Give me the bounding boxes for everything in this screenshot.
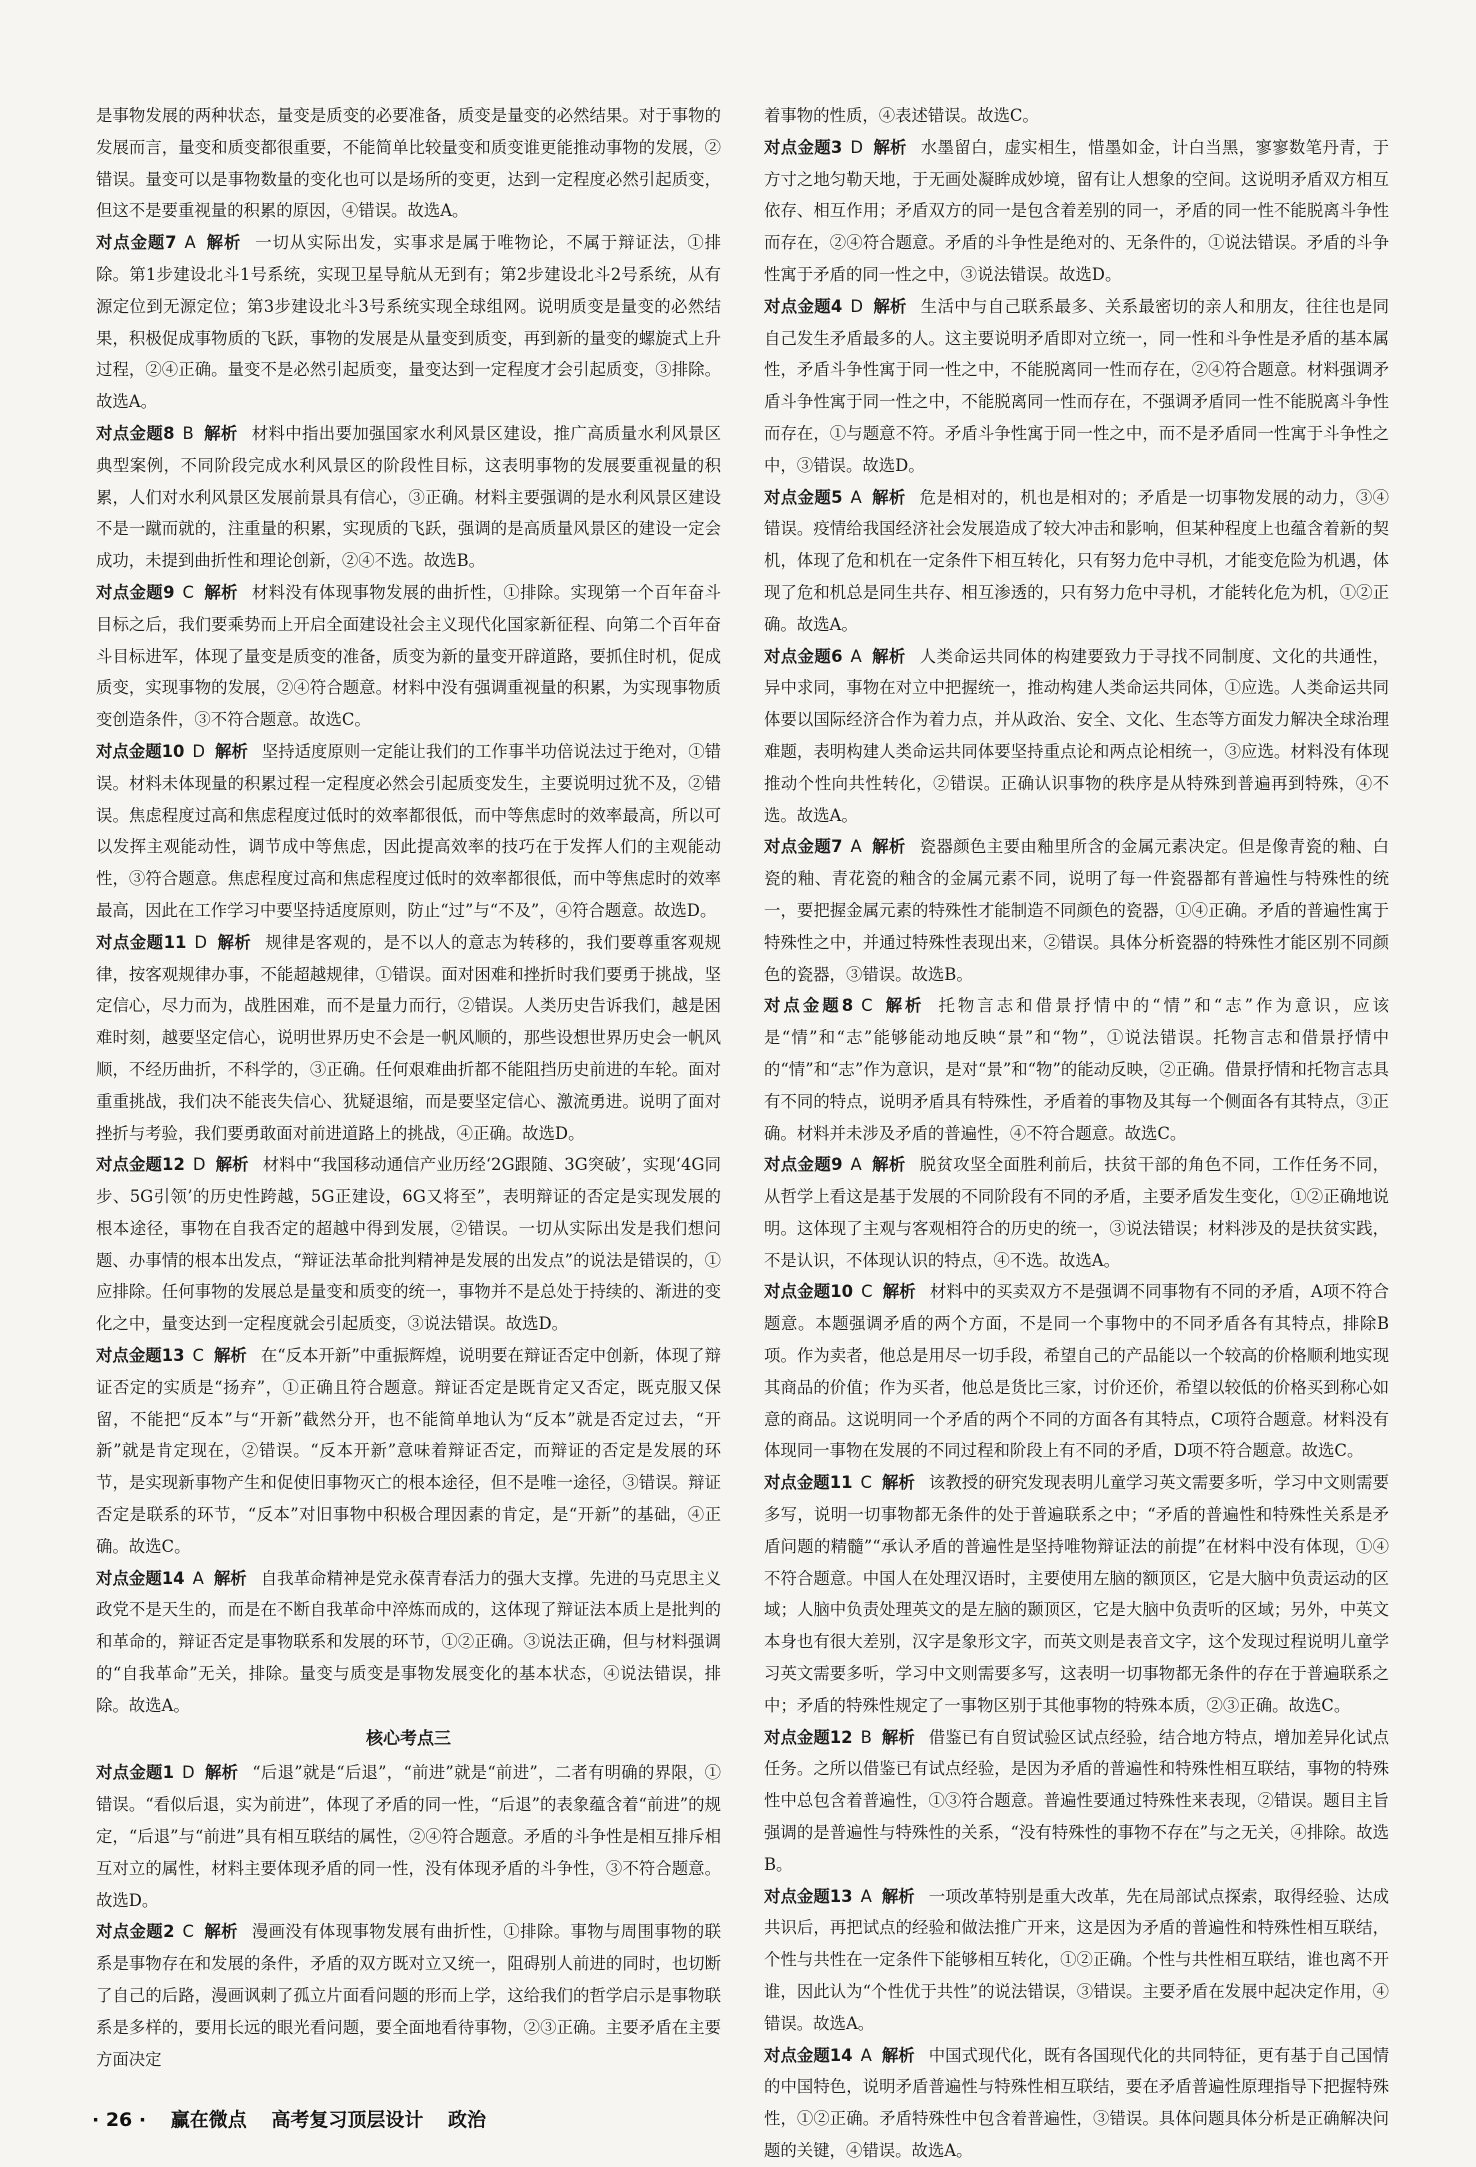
question-label: 对点金题6	[764, 646, 843, 666]
answer-letter: B	[860, 1727, 872, 1747]
answer-letter: D	[194, 932, 208, 952]
answer-letter: C	[182, 1922, 194, 1942]
question-label: 对点金题12	[764, 1727, 853, 1747]
question-label: 对点金题1	[96, 1763, 175, 1783]
question-answer	[96, 1340, 721, 1563]
analysis-text: 托物言志和借景抒情中的“情”和“志”作为意识，应该是“情”和“志”能够能动地反映“景”和“物”，①说法错误。托物言志和借景抒情中的“情”和“志”作为意识，是对“景”和“物”的能动反映，②正确。借景抒情和托物言志具有不同的特点，说明矛盾具有特殊性，矛盾着的事物及其每一个侧面各有其特点，③正确。材料并未涉及矛盾的普遍性，④不符合题意。故选C。	[764, 996, 1389, 1143]
analysis-label: 解析	[871, 837, 906, 857]
question-label: 对点金题3	[764, 137, 843, 157]
answer-letter: A	[192, 1568, 204, 1588]
analysis-text: 中国式现代化，既有各国现代化的共同特征，更有基于自己国情的中国特色，说明矛盾普遍性与特殊性相互联结，要在矛盾普遍性原理指导下把握特殊性，①②正确。矛盾特殊性中包含着普遍性，③错误。具体问题具体分析是正确解决问题的关键，④错误。故选A。	[764, 2045, 1390, 2160]
analysis-text: 材料中“我国移动通信产业历经‘2G跟随、3G突破’，实现‘4G同步、5G引领’的历史性跨越，5G正建设，6G又将至”，表明辩证的否定是实现发展的根本途径，事物在自我否定的超越中得到发展，②错误。一切从实际出发是我们想问题、办事情的根本出发点，“辩证法革命批判精神是发展的出发点”的说法是错误的，①应排除。任何事物的发展总是量变和质变的统一，事物并不是总处于持续的、渐进的变化之中，量变达到一定程度就会引起质变，③说法错误。故选D。	[96, 1155, 722, 1334]
question-answer	[764, 132, 1389, 291]
question-label: 对点金题11	[764, 1473, 853, 1493]
analysis-label: 解析	[213, 1346, 247, 1366]
intro-paragraph	[764, 100, 1389, 132]
analysis-label: 解析	[203, 582, 238, 602]
analysis-text: 自我革命精神是党永葆青春活力的强大支撑。先进的马克思主义政党不是天生的，而是在不断自我革命中淬炼而成的，这体现了辩证法本质上是批判的和革命的，辩证否定是事物联系和发展的环节，①②正确。③说法正确，但与材料强调的“自我革命”无关，排除。量变与质变是事物发展变化的基本状态，④说法错误，排除。故选A。	[96, 1568, 722, 1715]
answer-letter: A	[850, 1155, 862, 1175]
analysis-label: 解析	[872, 137, 907, 157]
analysis-text: 危是相对的，机也是相对的；矛盾是一切事物发展的动力，③④错误。疫情给我国经济社会发展造成了较大冲击和影响，但某种程度上也蕴含着新的契机，体现了危和机在一定条件下相互转化，只有努力危中寻机，才能变危险为机遇，体现了危和机总是同生共存、相互渗透的，只有努力危中寻机，才能转化危为机，①②正确。故选A。	[764, 487, 1390, 634]
analysis-label: 解析	[204, 1763, 239, 1783]
answer-letter: A	[860, 2045, 872, 2065]
answer-letter: D	[192, 1155, 206, 1175]
analysis-text: 材料中的买卖双方不是强调不同事物有不同的矛盾，A项不符合题意。本题强调矛盾的两个方面，不是同一个事物中的不同矛盾各有其特点，排除B项。作为卖者，他总是用尽一切手段，希望自己的产品能以一个较高的价格顺利地实现其商品的价值；作为买者，他总是货比三家，讨价还价，希望以较低的价格买到称心如意的商品。这说明同一个矛盾的两个不同的方面各有其特点，C项符合题意。材料没有体现同一事物在发展的不同过程和阶段上有不同的矛盾，D项不符合题意。故选C。	[764, 1282, 1389, 1461]
analysis-label: 解析	[872, 296, 907, 316]
question-answer	[764, 1276, 1389, 1467]
question-answer	[764, 1149, 1389, 1276]
answer-letter: C	[861, 996, 873, 1016]
question-answer	[96, 227, 721, 418]
analysis-text: “后退”就是“后退”，“前进”就是“前进”，二者有明确的界限，①错误。“看似后退，实为前进”，体现了矛盾的同一性，“后退”的表象蕴含着“前进”的规定，“后退”与“前进”具有相互联结的属性，②④符合题意。矛盾的斗争性是相互排斥相互对立的属性，材料主要体现矛盾的同一性，没有体现矛盾的斗争性，③不符合题意。故选D。	[96, 1763, 721, 1910]
analysis-label: 解析	[213, 1568, 247, 1588]
question-label: 对点金题11	[96, 932, 187, 952]
question-answer	[96, 1757, 721, 1916]
analysis-text: 材料没有体现事物发展的曲折性，①排除。实现第一个百年奋斗目标之后，我们要乘势而上开启全面建设社会主义现代化国家新征程、向第二个百年奋斗目标进军，体现了量变是质变的准备，质变为新的量变开辟道路，要抓住时机，促成质变，实现事物的发展，②④符合题意。材料中没有强调重视量的积累，为实现事物质变创造条件，③不符合题意。故选C。	[96, 582, 722, 730]
question-answer	[96, 1149, 721, 1340]
question-answer	[96, 927, 721, 1150]
answer-letter: A	[850, 487, 862, 507]
answer-letter: C	[192, 1346, 204, 1366]
question-label: 对点金题14	[96, 1568, 185, 1588]
question-label: 对点金题8	[96, 423, 175, 443]
brand-name: 赢在微点	[170, 2109, 247, 2131]
answer-letter: C	[861, 1282, 873, 1302]
question-answer	[96, 1563, 721, 1722]
analysis-label: 解析	[871, 646, 906, 666]
analysis-text: 坚持适度原则一定能让我们的工作事半功倍说法过于绝对，①错误。材料未体现量的积累过程一定程度必然会引起质变发生，主要说明过犹不及，②错误。焦虑程度过高和焦虑程度过低时的效率都很低，而中等焦虑时的效率最高，所以可以发挥主观能动性，调节成中等焦虑，因此提高效率的技巧在于发挥人们的主观能动性，③符合题意。焦虑程度过高和焦虑程度过低时的效率都很低，而中等焦虑时的效率最高，因此在工作学习中要坚持适度原则，防止“过”与“不及”，④符合题意。故选D。	[96, 741, 722, 920]
analysis-text: 该教授的研究发现表明儿童学习英文需要多听，学习中文则需要多写，说明一切事物都无条件的处于普遍联系之中；“矛盾的普遍性和特殊性关系是矛盾问题的精髓”“承认矛盾的普遍性是坚持唯物辩证法的前提”在材料中没有体现，①④不符合题意。中国人在处理汉语时，主要使用左脑的额顶区，它是大脑中负责运动的区域；人脑中负责处理英文的是左脑的颞顶区，它是大脑中负责听的区域；另外，中英文本身也有很大差别，汉字是象形文字，而英文则是表音文字，这个发现过程说明儿童学习英文需要多听，学习中文则需要多写，这表明一切事物都无条件的存在于普遍联系之中；矛盾的特殊性规定了一事物区别于其他事物的特殊本质，②③正确。故选C。	[764, 1473, 1390, 1715]
analysis-label: 解析	[215, 1155, 249, 1175]
answer-letter: C	[860, 1473, 872, 1493]
question-answer	[96, 736, 721, 927]
question-label: 对点金题14	[764, 2045, 853, 2065]
question-label: 对点金题12	[96, 1155, 185, 1175]
analysis-label: 解析	[871, 1155, 906, 1175]
question-label: 对点金题8	[764, 996, 854, 1016]
analysis-label: 解析	[882, 996, 925, 1016]
section-title: 核心考点三	[366, 1728, 451, 1749]
question-answer	[764, 831, 1389, 990]
intro-text: 是事物发展的两种状态，量变是质变的必要准备，质变是量变的必然结果。对于事物的发展而言，量变和质变都很重要，不能简单比较量变和质变谁更能推动事物的发展，②错误。量变可以是事物数量的变化也可以是场所的变更，达到一定程度必然引起质变，但这不是要重视量的积累的原因，④错误。故选A。	[96, 106, 721, 221]
analysis-label: 解析	[217, 932, 252, 952]
analysis-label: 解析	[215, 741, 248, 761]
analysis-label: 解析	[881, 1886, 915, 1906]
question-answer	[764, 1722, 1389, 1881]
intro-text: 着事物的性质，④表述错误。故选C。	[764, 106, 1039, 125]
question-label: 对点金题5	[764, 487, 843, 507]
question-label: 对点金题9	[764, 1155, 843, 1175]
answer-letter: D	[850, 296, 863, 316]
analysis-text: 脱贫攻坚全面胜利前后，扶贫干部的角色不同，工作任务不同，从哲学上看这是基于发展的不同阶段有不同的矛盾，主要矛盾发生变化，①②正确地说明。这体现了主观与客观相符合的历史的统一，③说法错误；材料涉及的是扶贫实践，不是认识，不体现认识的特点，④不选。故选A。	[764, 1155, 1390, 1270]
answer-letter: A	[850, 646, 862, 666]
analysis-text: 水墨留白，虚实相生，惜墨如金，计白当黑，寥寥数笔丹青，于方寸之地匀勒天地，于无画处凝眸成妙境，留有让人想象的空间。这说明矛盾双方相互依存、相互作用；矛盾双方的同一是包含着差别的同一，矛盾的同一性不能脱离斗争性而存在，②④符合题意。矛盾的斗争性是绝对的、无条件的，①说法错误。矛盾的斗争性寓于矛盾的同一性之中，③说法错误。故选D。	[764, 137, 1389, 284]
analysis-label: 解析	[203, 423, 238, 443]
question-label: 对点金题7	[764, 837, 843, 857]
right-items	[764, 132, 1389, 2167]
question-answer	[764, 990, 1389, 1149]
intro-paragraph	[96, 100, 721, 227]
subject-name: 政治	[448, 2109, 487, 2131]
answer-letter: A	[184, 233, 196, 253]
question-label: 对点金题2	[96, 1922, 175, 1942]
analysis-label: 解析	[881, 2045, 915, 2065]
question-answer	[764, 1881, 1389, 2040]
page-number: · 26 ·	[92, 2109, 147, 2131]
question-answer	[96, 1916, 721, 2075]
answer-letter: A	[850, 837, 862, 857]
analysis-label: 解析	[203, 1922, 238, 1942]
left-items-2	[96, 1757, 721, 2075]
analysis-text: 一切从实际出发，实事求是属于唯物论，不属于辩证法，①排除。第1步建设北斗1号系统，实现卫星导航从无到有；第2步建设北斗2号系统，从有源定位到无源定位；第3步建设北斗3号系统实现全球组网。说明质变是量变的必然结果，积极促成事物质的飞跃，事物的发展是从量变到质变，再到新的量变的螺旋式上升过程，②④正确。量变不是必然引起质变，量变达到一定程度才会引起质变，③排除。故选A。	[96, 233, 722, 412]
series-name: 高考复习顶层设计	[271, 2109, 424, 2131]
question-label: 对点金题10	[764, 1282, 854, 1302]
analysis-text: 一项改革特别是重大改革，先在局部试点探索，取得经验、达成共识后，再把试点的经验和做法推广开来，这是因为矛盾的普遍性和特殊性相互联结，个性与共性在一定条件下能够相互转化，①②正确。个性与共性相互联结，谁也离不开谁，因此认为“个性优于共性”的说法错误，③错误。主要矛盾在发展中起决定作用，④错误。故选A。	[764, 1886, 1390, 2033]
answer-letter: C	[182, 582, 194, 602]
left-items	[96, 227, 721, 1721]
analysis-text: 瓷器颜色主要由釉里所含的金属元素决定。但是像青瓷的釉、白瓷的釉、青花瓷的釉含的金属元素不同，说明了每一件瓷器都有普遍性与特殊性的统一，要把握金属元素的特殊性才能制造不同颜色的瓷器，①④正确。矛盾的普遍性寓于特殊性之中，并通过特殊性表现出来，②错误。具体分析瓷器的特殊性才能区别不同颜色的瓷器，③错误。故选B。	[764, 837, 1390, 984]
question-label: 对点金题9	[96, 582, 175, 602]
question-answer	[764, 2040, 1389, 2167]
analysis-text: 漫画没有体现事物发展有曲折性，①排除。事物与周围事物的联系是事物存在和发展的条件，矛盾的双方既对立又统一，阻碍别人前进的同时，也切断了自己的后路，漫画讽刺了孤立片面看问题的形而上学，这给我们的哲学启示是事物联系是多样的，要用长远的眼光看问题，要全面地看待事物，②③正确。主要矛盾在主要方面决定	[96, 1922, 722, 2069]
analysis-label: 解析	[205, 233, 242, 253]
answer-letter: D	[182, 1763, 195, 1783]
question-label: 对点金题10	[96, 741, 185, 761]
question-answer	[96, 577, 721, 736]
question-label: 对点金题13	[96, 1346, 185, 1366]
left-column	[96, 100, 722, 2069]
answer-letter: D	[850, 137, 863, 157]
question-answer	[96, 418, 721, 577]
analysis-text: 人类命运共同体的构建要致力于寻找不同制度、文化的共通性，异中求同，事物在对立中把握统一，推动构建人类命运共同体，①应选。人类命运共同体要以国际经济合作为着力点，并从政治、安全、文化、生态等方面发力解决全球治理难题，表明构建人类命运共同体要坚持重点论和两点论相统一，③应选。材料没有体现推动个性向共性转化，②错误。正确认识事物的秩序是从特殊到普遍再到特殊，④不选。故选A。	[764, 646, 1390, 825]
analysis-text: 生活中与自己联系最多、关系最密切的亲人和朋友，往往也是同自己发生矛盾最多的人。这主要说明矛盾即对立统一，同一性和斗争性是矛盾的基本属性，矛盾斗争性寓于同一性之中，不能脱离同一性而存在，②④符合题意。材料强调矛盾斗争性寓于同一性之中，不能脱离同一性而存在，不强调矛盾同一性不能脱离斗争性而存在，①与题意不符。矛盾斗争性寓于同一性之中，而不是矛盾同一性寓于斗争性之中，③错误。故选D。	[764, 296, 1389, 475]
question-label: 对点金题4	[764, 296, 843, 316]
question-answer	[764, 641, 1389, 832]
analysis-label: 解析	[881, 1727, 915, 1747]
analysis-text: 借鉴已有自贸试验区试点经验，结合地方特点，增加差异化试点任务。之所以借鉴已有试点经验，是因为矛盾的普遍性和特殊性相互联结，事物的特殊性中总包含着普遍性，①③符合题意。普遍性要通过特殊性来表现，②错误。题目主旨强调的是普遍性与特殊性的关系，“没有特殊性的事物不存在”与之无关，④排除。故选B。	[764, 1727, 1390, 1874]
question-label: 对点金题7	[96, 233, 177, 253]
answer-letter: A	[860, 1886, 872, 1906]
analysis-text: 规律是客观的，是不以人的意志为转移的，我们要尊重客观规律，按客观规律办事，不能超越规律，①错误。面对困难和挫折时我们要勇于挑战，坚定信心，尽力而为，战胜困难，而不是量力而行，②错误。人类历史告诉我们，越是困难时刻，越要坚定信心，说明世界历史不会是一帆风顺的，那些设想世界历史会一帆风顺，不经历曲折，不科学的，③正确。任何艰难曲折都不能阻挡历史前进的车轮。面对重重挑战，我们决不能丧失信心、犹疑退缩，而是要坚定信心、激流勇进。说明了面对挫折与考验，我们要勇敢面对前进道路上的挑战，④正确。故选D。	[96, 932, 722, 1143]
analysis-label: 解析	[871, 487, 906, 507]
analysis-text: 材料中指出要加强国家水利风景区建设，推广高质量水利风景区典型案例，不同阶段完成水利风景区的阶段性目标，这表明事物的发展要重视量的积累，人们对水利风景区发展前景具有信心，③正确。材料主要强调的是水利风景区建设不是一蹴而就的，注重量的积累，实现质的飞跃，强调的是高质量风景区的建设一定会成功，未提到曲折性和理论创新，②④不选。故选B。	[96, 423, 722, 571]
analysis-label: 解析	[882, 1282, 916, 1302]
analysis-label: 解析	[882, 1473, 915, 1493]
answer-letter: D	[192, 741, 206, 761]
question-answer	[764, 291, 1389, 482]
question-label: 对点金题13	[764, 1886, 853, 1906]
question-answer	[764, 1467, 1389, 1721]
analysis-text: 在“反本开新”中重振辉煌，说明要在辩证否定中创新，体现了辩证否定的实质是“扬弃”，①正确且符合题意。辩证否定是既肯定又否定，既克服又保留，不能把“反本”与“开新”截然分开，也不能简单地认为“反本”就是否定过去，“开新”就是肯定现在，②错误。“反本开新”意味着辩证否定，而辩证的否定是发展的环节，是实现新事物产生和促使旧事物灭亡的根本途径，但不是唯一途径，③错误。辩证否定是联系的环节，“反本”对旧事物中积极合理因素的肯定，是“开新”的基础，④正确。故选C。	[96, 1346, 721, 1556]
page-footer	[92, 2105, 504, 2132]
right-column	[764, 100, 1390, 2160]
question-answer	[764, 482, 1389, 641]
answer-letter: B	[182, 423, 194, 443]
